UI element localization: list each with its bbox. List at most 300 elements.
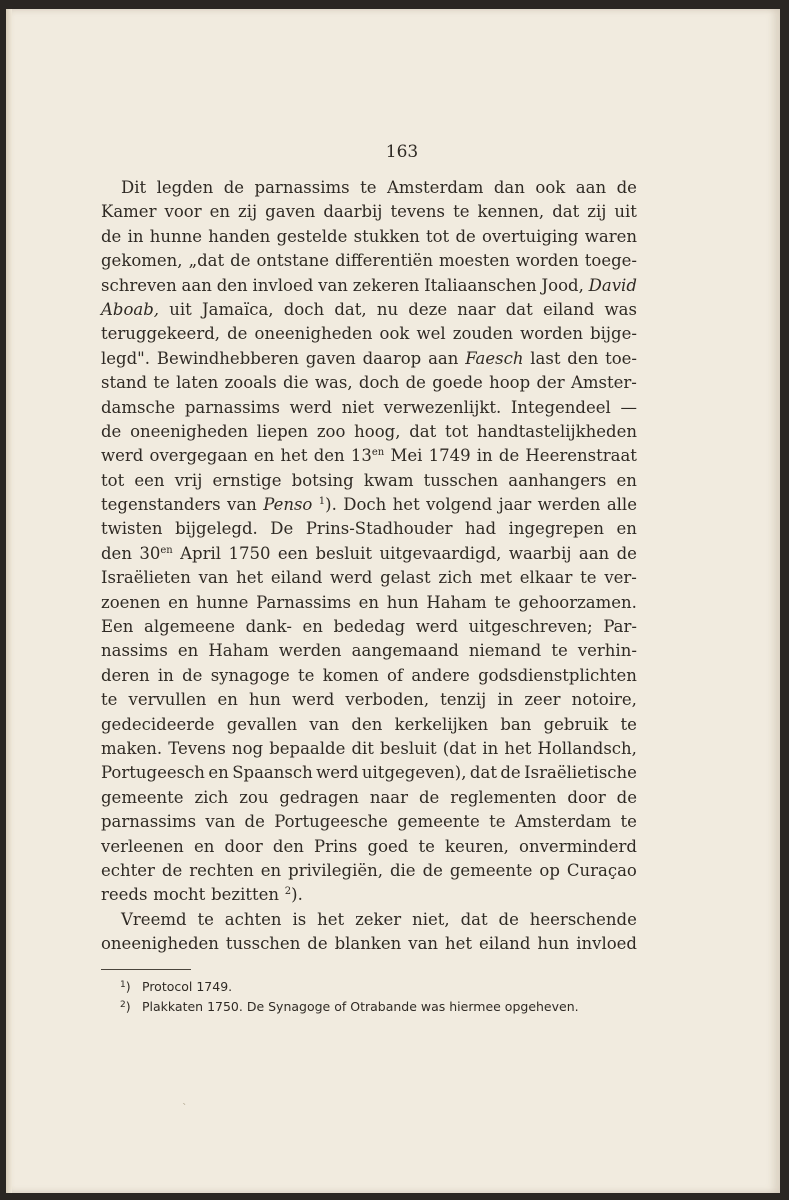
word: deze — [408, 299, 448, 319]
word: dank- — [245, 617, 292, 637]
word: werd — [316, 763, 359, 783]
word: nog — [231, 738, 264, 758]
word: rechten — [189, 860, 254, 880]
word: en — [208, 763, 229, 783]
word: hun — [248, 690, 281, 710]
word: den — [101, 543, 132, 563]
word: tusschen — [225, 934, 301, 954]
text-line — [101, 810, 637, 834]
word: en — [358, 592, 380, 612]
word: waarbij — [508, 543, 572, 563]
word: kwam — [363, 470, 414, 490]
word: werd — [101, 446, 144, 466]
word: hun — [537, 934, 570, 954]
word: goede — [432, 373, 483, 393]
word: en — [616, 470, 637, 490]
word: aan — [181, 275, 212, 295]
word: werden — [537, 495, 601, 515]
word: Prins — [314, 836, 358, 856]
word: van — [205, 812, 236, 832]
word: voor — [164, 202, 202, 222]
word: van — [227, 495, 257, 515]
word: notoire, — [571, 690, 637, 710]
word: de — [244, 812, 265, 832]
word: reglementen — [450, 787, 557, 807]
text-line — [101, 835, 637, 859]
word: bepaalde — [269, 738, 346, 758]
footnote — [120, 977, 660, 997]
word: De — [270, 519, 294, 539]
text-line — [101, 591, 637, 615]
word: dit — [351, 738, 374, 758]
word: verwezenlijkt. — [383, 397, 502, 417]
word: tot — [101, 470, 125, 490]
word: zij — [587, 202, 607, 222]
word: wel — [416, 324, 446, 344]
text-line — [101, 542, 637, 566]
word: had — [465, 519, 497, 539]
word: Vreemd — [121, 909, 187, 929]
word: deren — [101, 665, 150, 685]
word: David — [588, 275, 637, 295]
word: dat — [469, 763, 497, 783]
word: „dat — [188, 251, 225, 271]
word: Faesch — [465, 348, 524, 368]
word: de — [223, 178, 245, 197]
word: een — [134, 470, 165, 490]
word: uitgeschreven; — [468, 617, 593, 637]
word: maken. — [101, 738, 163, 758]
word: hoop — [489, 373, 531, 393]
word: privilegiën, — [288, 860, 383, 880]
word: gaven — [305, 348, 356, 368]
text-line — [101, 176, 637, 200]
word: en — [193, 836, 215, 856]
word: 1750 — [228, 543, 271, 563]
word: en — [253, 446, 275, 466]
word: worden — [520, 324, 583, 344]
word: jaar — [498, 495, 532, 515]
text-line — [101, 859, 637, 883]
word: daarop — [362, 348, 422, 368]
text-line — [101, 347, 637, 371]
word: eiland — [542, 299, 595, 319]
word: komen — [322, 665, 379, 685]
word: ver- — [604, 568, 637, 588]
word: gekomen, — [101, 251, 183, 271]
word: $^2$). — [284, 885, 303, 905]
word: of — [387, 665, 404, 685]
word: werd — [330, 568, 373, 588]
text-line — [101, 469, 637, 493]
word: zoenen — [101, 592, 161, 612]
word: zij — [238, 202, 258, 222]
word: aan — [575, 178, 607, 197]
word: oneenigheden — [130, 421, 248, 441]
word: bededag — [333, 617, 406, 637]
word: Een — [101, 617, 134, 637]
word: uitgegeven), — [361, 763, 467, 783]
word: Haham — [208, 641, 269, 661]
word: parnassims — [101, 812, 197, 832]
word: zich — [438, 568, 473, 588]
word: en — [616, 519, 637, 539]
word: die — [283, 373, 309, 393]
word: aan — [428, 348, 459, 368]
word: het — [504, 738, 532, 758]
word: bezitten — [211, 885, 280, 905]
word: te — [298, 665, 315, 685]
word: hunne — [149, 226, 203, 246]
word: toe- — [605, 348, 637, 368]
word: in — [482, 738, 499, 758]
word: worden — [515, 251, 579, 271]
text-line — [101, 664, 637, 688]
word: tevens — [390, 202, 446, 222]
word: kennen, — [477, 202, 545, 222]
text-line — [101, 274, 637, 298]
word: en — [177, 641, 199, 661]
word: niet, — [412, 909, 450, 929]
text-line — [101, 298, 637, 322]
word: vervullen — [128, 690, 207, 710]
word: Penso — [263, 495, 313, 515]
word: aan — [578, 543, 610, 563]
word: tot — [425, 226, 450, 246]
word: naar — [457, 299, 496, 319]
word: van — [408, 934, 439, 954]
word: achten — [224, 909, 282, 929]
word: het — [317, 909, 345, 929]
word: de — [422, 860, 443, 880]
word: zich — [194, 787, 229, 807]
word: legd". — [101, 348, 151, 368]
word: de — [616, 787, 637, 807]
word: te — [489, 812, 506, 832]
word: doch — [283, 299, 325, 319]
word: het — [280, 446, 308, 466]
text-line — [101, 420, 637, 444]
word: in — [497, 690, 514, 710]
word: legden — [156, 178, 214, 197]
word: verhin- — [577, 641, 637, 661]
word: Integendeel — [510, 397, 611, 417]
word: Curaçao — [566, 860, 637, 880]
word: eiland — [479, 934, 531, 954]
word: Amster- — [570, 373, 637, 393]
word: de — [307, 934, 328, 954]
word: $^1$). — [318, 495, 337, 515]
word: gevallen — [226, 714, 298, 734]
word: gehoorzamen. — [518, 592, 637, 612]
word: de — [230, 251, 251, 271]
text-line — [101, 200, 637, 224]
word: de — [616, 178, 637, 197]
word: besluit — [315, 543, 373, 563]
word: den — [313, 446, 345, 466]
word: tot — [445, 421, 469, 441]
word: damsche — [101, 397, 176, 417]
word: te — [453, 202, 470, 222]
text-line — [101, 713, 637, 737]
word: dat — [460, 909, 488, 929]
word: die — [389, 860, 416, 880]
word: moesten — [438, 251, 510, 271]
word: zouden — [452, 324, 513, 344]
word: bijgelegd. — [175, 519, 258, 539]
word: het — [236, 568, 264, 588]
word: gemeente — [101, 787, 184, 807]
word: werd — [291, 690, 335, 710]
text-line — [101, 517, 637, 541]
text-line — [101, 639, 637, 663]
text-line — [101, 225, 637, 249]
word: differentiën — [335, 251, 433, 271]
word: Par- — [603, 617, 637, 637]
word: nassims — [101, 641, 168, 661]
word: Spaansch — [232, 763, 313, 783]
word: keuren, — [445, 836, 509, 856]
word: de — [161, 860, 183, 880]
word: de — [101, 421, 122, 441]
text-line — [101, 786, 637, 810]
word: goed — [367, 836, 409, 856]
word: te — [620, 714, 637, 734]
word: 1749 — [428, 446, 471, 466]
word: op — [539, 860, 560, 880]
word: nu — [376, 299, 399, 319]
word: Amsterdam — [514, 812, 612, 832]
word: verboden, — [345, 690, 430, 710]
word: alle — [606, 495, 637, 515]
word: handtastelijkheden — [476, 421, 637, 441]
word: zoo — [316, 421, 346, 441]
word: tenzij — [440, 690, 487, 710]
word: de — [455, 226, 476, 246]
word: door — [224, 836, 263, 856]
word: gedecideerde — [101, 714, 215, 734]
word: stand — [101, 373, 148, 393]
word: mocht — [153, 885, 206, 905]
word: en — [209, 202, 231, 222]
word: gaven — [265, 202, 316, 222]
word: Parnassims — [256, 592, 351, 612]
word: werden — [278, 641, 342, 661]
word: van — [318, 275, 348, 295]
word: van — [198, 568, 229, 588]
word: den — [272, 836, 304, 856]
word: overtuiging — [482, 226, 579, 246]
word: de — [616, 543, 637, 563]
text-line — [101, 908, 637, 932]
word: blanken — [334, 934, 402, 954]
word: werd — [415, 617, 459, 637]
word: Amsterdam — [387, 178, 484, 197]
word: te — [551, 641, 568, 661]
word: de — [227, 324, 248, 344]
word: handen — [208, 226, 271, 246]
text-line — [101, 883, 637, 907]
word: botsing — [291, 470, 354, 490]
word: gemeente — [449, 860, 533, 880]
word: ook — [379, 324, 410, 344]
word: den — [351, 714, 383, 734]
word: te — [418, 836, 435, 856]
text-line — [101, 322, 637, 346]
word: Portugeesch — [101, 763, 205, 783]
word: Heerenstraat — [525, 446, 637, 466]
footnote-rule — [101, 969, 191, 970]
text-line — [101, 761, 637, 785]
word: doch — [358, 373, 400, 393]
text-line — [101, 688, 637, 712]
word: gedragen — [279, 787, 359, 807]
word: daarbij — [323, 202, 383, 222]
word: liepen — [256, 421, 309, 441]
word: Dit — [121, 178, 147, 197]
word: dat — [505, 299, 533, 319]
word: gelast — [380, 568, 431, 588]
word: het — [445, 934, 473, 954]
word: uit — [614, 202, 637, 222]
word: onverminderd — [519, 836, 637, 856]
footnote-mark: $^2$) — [120, 999, 131, 1014]
text-line — [101, 932, 637, 956]
word: Mei — [390, 446, 423, 466]
word: der — [536, 373, 565, 393]
word: Tevens — [168, 738, 226, 758]
word: Hollandsch, — [537, 738, 637, 758]
word: Aboab, — [101, 299, 160, 319]
word: dan — [493, 178, 525, 197]
word: ontstane — [256, 251, 330, 271]
word: heerschende — [529, 909, 637, 929]
word: naar — [369, 787, 409, 807]
footnote — [120, 997, 660, 1017]
word: niemand — [468, 641, 542, 661]
word: algemeene — [144, 617, 236, 637]
body-text — [101, 176, 637, 957]
word: invloed — [252, 275, 314, 295]
word: Italiaanschen — [424, 275, 537, 295]
word: hoog, — [354, 421, 401, 441]
word: zooals — [224, 373, 277, 393]
word: verleenen — [101, 836, 184, 856]
word: Portugeesche — [274, 812, 388, 832]
word: en — [260, 860, 282, 880]
page-number: 163 — [385, 142, 419, 162]
word: gemeente — [397, 812, 480, 832]
word: waren — [584, 226, 637, 246]
word: April — [180, 543, 222, 563]
word: uit — [169, 299, 192, 319]
word: te — [101, 690, 118, 710]
word: en — [217, 690, 238, 710]
word: was, — [314, 373, 353, 393]
word: echter — [101, 860, 155, 880]
word: in — [476, 446, 493, 466]
word: de — [405, 373, 426, 393]
word: den — [567, 348, 599, 368]
word: te — [153, 373, 170, 393]
word: zeker — [355, 909, 402, 929]
word: was — [604, 299, 637, 319]
word: dat — [409, 421, 437, 441]
word: parnassims — [254, 178, 350, 197]
word: synagoge — [210, 665, 290, 685]
word: een — [277, 543, 309, 563]
word: $30^{en}$ — [139, 543, 173, 563]
word: oneenigheden — [254, 324, 373, 344]
footnote-mark: $^1$) — [120, 979, 131, 994]
word: dat, — [334, 299, 367, 319]
word: in — [157, 665, 174, 685]
word: niet — [341, 397, 374, 417]
word: van — [309, 714, 340, 734]
word: parnassims — [184, 397, 280, 417]
word: het — [392, 495, 420, 515]
text-line — [101, 566, 637, 590]
word: Haham — [426, 592, 487, 612]
word: en — [302, 617, 323, 637]
word: oneenigheden — [101, 934, 219, 954]
word: te — [494, 592, 511, 612]
word: kerkelijken — [394, 714, 489, 734]
word: $13^{en}$ — [350, 446, 385, 466]
word: laten — [176, 373, 219, 393]
text-line — [101, 371, 637, 395]
word: besluit — [380, 738, 437, 758]
word: de — [498, 909, 519, 929]
text-line — [101, 249, 637, 273]
word: ban — [500, 714, 532, 734]
word: de — [418, 787, 440, 807]
word: teruggekeerd, — [101, 324, 221, 344]
word: Doch — [343, 495, 387, 515]
word: de — [101, 226, 122, 246]
word: reeds — [101, 885, 148, 905]
word: Kamer — [101, 202, 157, 222]
word: gestelde — [276, 226, 348, 246]
page-gutter-edge — [6, 9, 12, 1193]
word: zeer — [524, 690, 561, 710]
word: volgend — [426, 495, 493, 515]
word: Israëlietische — [524, 763, 637, 783]
word: den — [216, 275, 248, 295]
word: gebruik — [543, 714, 609, 734]
word: de — [182, 665, 203, 685]
word: hunne — [196, 592, 249, 612]
word: schreven — [101, 275, 177, 295]
word: invloed — [576, 934, 637, 954]
footnote-text: Plakkaten 1750. De Synagoge of Otrabande was hiermee opgeheven. — [142, 999, 579, 1014]
word: tegenstanders — [101, 495, 221, 515]
word: — — [620, 397, 637, 417]
word: aangemaand — [351, 641, 459, 661]
word: Jamaïca, — [202, 299, 274, 319]
word: (dat — [442, 738, 477, 758]
word: en — [168, 592, 189, 612]
word: bijge- — [590, 324, 637, 344]
word: de — [498, 446, 520, 466]
word: de — [500, 763, 521, 783]
word: hun — [386, 592, 419, 612]
word: Prins-Stadhouder — [305, 519, 453, 539]
text-line — [101, 737, 637, 761]
word: elkaar — [519, 568, 573, 588]
word: vrij — [174, 470, 203, 490]
word: toege- — [584, 251, 637, 271]
